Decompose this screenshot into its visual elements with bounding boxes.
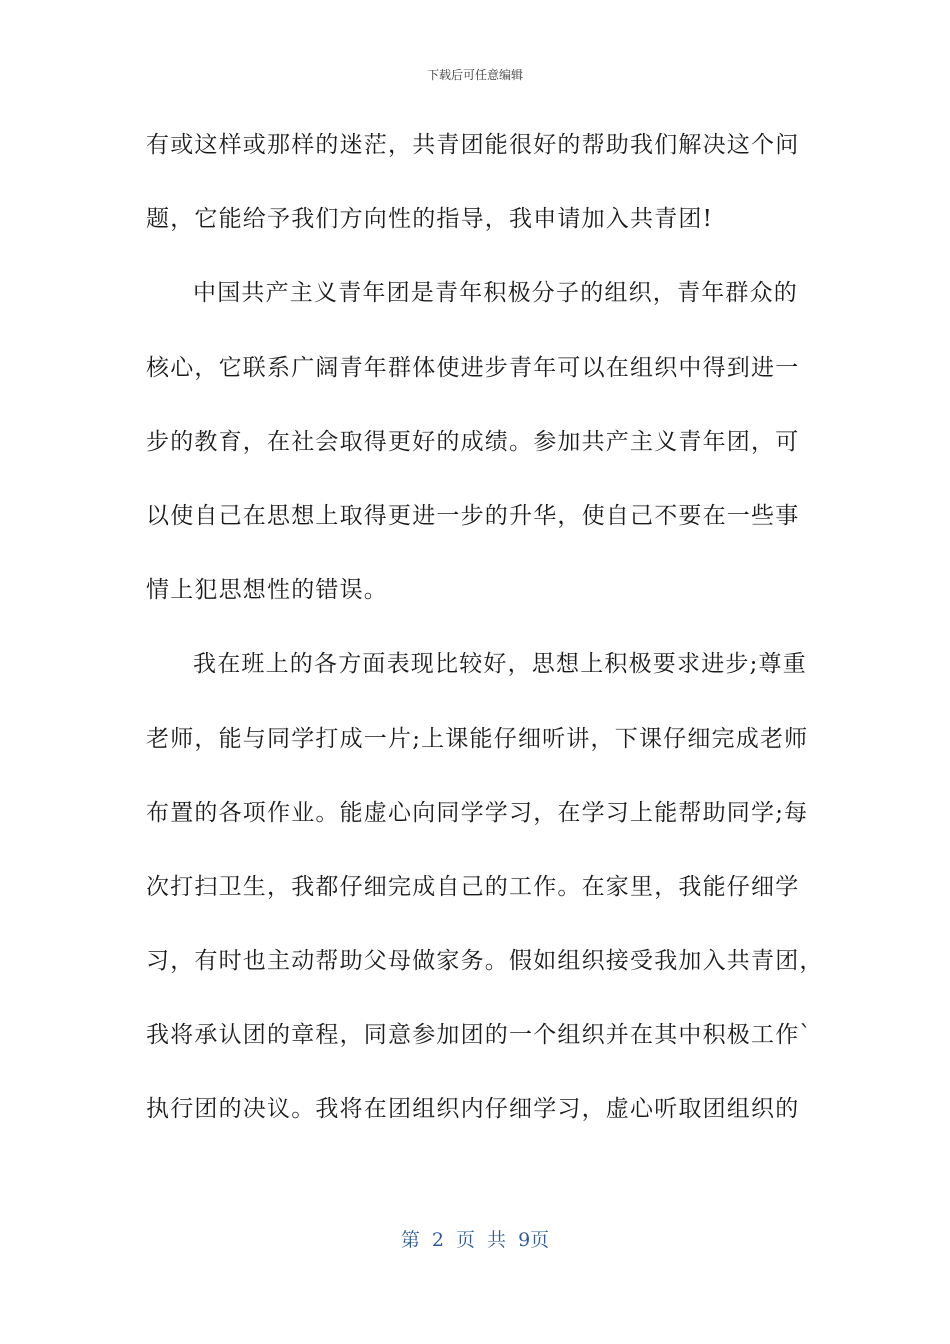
page-number-footer: 第 2 页 共 9页 <box>400 1229 550 1251</box>
text-line: 我在班上的各方面表现比较好，思想上积极要求进步;尊重 <box>193 651 807 678</box>
text-line: 核心，它联系广阔青年群体使进步青年可以在组织中得到进一 <box>146 354 800 381</box>
text-line: 中国共产主义青年团是青年积极分子的组织，青年群众的 <box>193 280 798 307</box>
text-line: 执行团的决议。我将在团组织内仔细学习，虚心听取团组织的 <box>146 1096 800 1123</box>
text-line: 布置的各项作业。能虚心向同学学习，在学习上能帮助同学;每 <box>146 799 809 826</box>
document-body <box>146 120 824 1159</box>
text-line: 情上犯思想性的错误。 <box>146 577 388 604</box>
text-line: 题，它能给予我们方向性的指导，我申请加入共青团! <box>146 206 714 233</box>
text-line: 以使自己在思想上取得更进一步的升华，使自己不要在一些事 <box>146 502 800 529</box>
page-header: 下载后可任意编辑 <box>426 68 523 82</box>
text-line: 步的教育，在社会取得更好的成绩。参加共产主义青年团，可 <box>146 428 800 455</box>
text-line: 习，有时也主动帮助父母做家务。假如组织接受我加入共青团， <box>146 948 824 975</box>
text-line: 我将承认团的章程，同意参加团的一个组织并在其中积极工作` <box>146 1022 813 1049</box>
text-line: 有或这样或那样的迷茫，共青团能很好的帮助我们解决这个问 <box>146 132 800 158</box>
text-line: 次打扫卫生，我都仔细完成自己的工作。在家里，我能仔细学 <box>146 873 800 900</box>
text-line: 老师，能与同学打成一片;上课能仔细听讲，下课仔细完成老师 <box>146 725 809 752</box>
